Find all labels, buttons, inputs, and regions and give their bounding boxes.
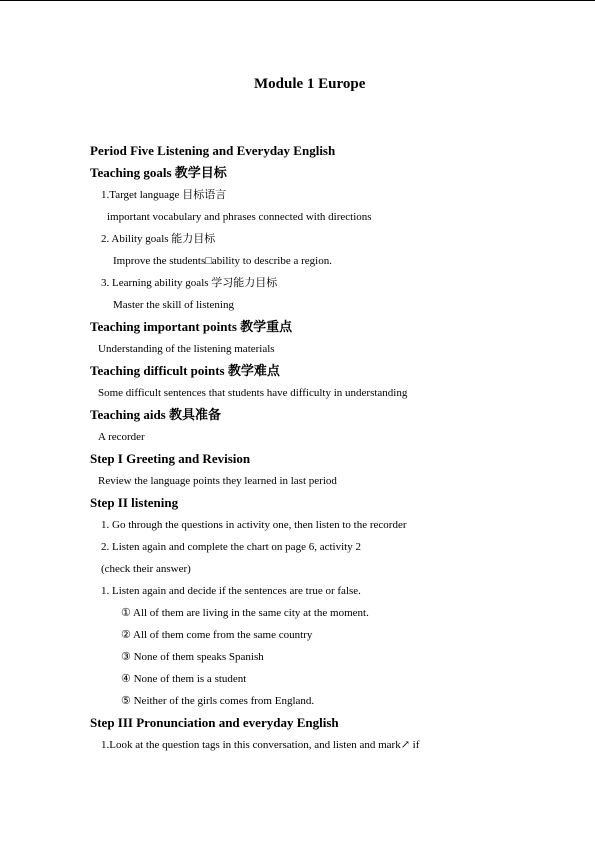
important-points-heading: Teaching important points 教学重点: [90, 319, 293, 334]
step2-item-2-note: (check their answer): [101, 563, 191, 575]
step1-text: Review the language points they learned in last period: [98, 475, 337, 487]
teaching-aids-heading: Teaching aids 教具准备: [90, 407, 221, 422]
step2-heading: Step II listening: [90, 495, 179, 510]
step2-item-1: 1. Go through the questions in activity one, then listen to the recorder: [101, 519, 407, 531]
statement-2: ② All of them come from the same country: [121, 629, 313, 641]
teaching-aids-text: A recorder: [98, 431, 145, 443]
top-border-line: [0, 0, 595, 1]
ability-goals-item: 2. Ability goals 能力目标: [101, 233, 216, 245]
step3-item-1: 1.Look at the question tags in this conversation, and listen and mark↗ if: [101, 739, 420, 751]
step2-item-2: 2. Listen again and complete the chart on page 6, activity 2: [101, 541, 361, 553]
step3-heading: Step III Pronunciation and everyday English: [90, 715, 339, 730]
step1-heading: Step I Greeting and Revision: [90, 451, 251, 466]
statement-1: ① All of them are living in the same city at the moment.: [121, 607, 369, 619]
ability-goals-detail: Improve the students□ability to describe a region.: [113, 255, 332, 267]
statement-4: ④ None of them is a student: [121, 673, 247, 685]
period-heading: Period Five Listening and Everyday English: [90, 143, 336, 158]
statement-5: ⑤ Neither of the girls comes from England.: [121, 695, 315, 707]
document-title: Module 1 Europe: [254, 76, 366, 92]
statement-3: ③ None of them speaks Spanish: [121, 651, 264, 663]
difficult-points-heading: Teaching difficult points 教学难点: [90, 363, 280, 378]
difficult-points-text: Some difficult sentences that students have difficulty in understanding: [98, 387, 408, 399]
teaching-goals-heading: Teaching goals 教学目标: [90, 165, 227, 180]
learning-ability-goals-item: 3. Learning ability goals 学习能力目标: [101, 277, 278, 289]
target-language-detail: important vocabulary and phrases connected with directions: [107, 211, 372, 223]
target-language-item: 1.Target language 目标语言: [101, 189, 227, 201]
important-points-text: Understanding of the listening materials: [98, 343, 275, 355]
learning-ability-goals-detail: Master the skill of listening: [113, 299, 234, 311]
step2-item-3: 1. Listen again and decide if the sentences are true or false.: [101, 585, 361, 597]
